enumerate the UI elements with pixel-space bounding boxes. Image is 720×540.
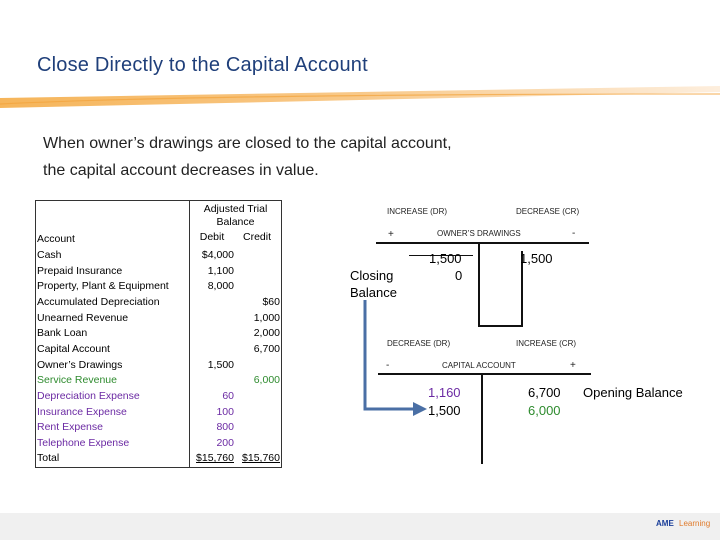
debit-header: Debit (199, 231, 225, 243)
total-credit: $15,760 (242, 452, 280, 464)
table-row-debit: 200 (216, 437, 234, 449)
table-row-credit: 1,000 (253, 312, 280, 324)
credit-header: Credit (242, 231, 271, 243)
table-row-credit: $60 (262, 296, 280, 308)
table-row-account: Unearned Revenue (37, 312, 129, 324)
table-row-account: Accumulated Depreciation (37, 296, 160, 308)
drawings-t-closing-line (478, 325, 523, 327)
opening-balance-label: Opening Balance (583, 385, 683, 400)
drawings-increase-label: INCREASE (DR) (387, 207, 448, 216)
capital-credit-1: 6,700 (528, 385, 561, 400)
drawings-credit-value: 1,500 (520, 251, 553, 266)
table-row-debit: 60 (222, 390, 234, 402)
drawings-account-title: OWNER’S DRAWINGS (437, 229, 521, 238)
drawings-t-top-line (376, 242, 589, 244)
tb-heading-line-2: Balance (216, 216, 255, 228)
table-row-credit: 6,000 (253, 374, 280, 386)
table-row-account: Capital Account (37, 343, 110, 355)
closing-arrow (355, 296, 435, 416)
capital-debit-1: 1,160 (428, 385, 461, 400)
tb-heading-line-1: Adjusted Trial (203, 203, 268, 215)
logo-subtext: Learning (679, 519, 711, 528)
drawings-debit-balance: 0 (455, 268, 463, 283)
capital-decrease-label: DECREASE (DR) (387, 339, 451, 348)
table-row-debit: $4,000 (201, 249, 234, 261)
table-row-account: Owner’s Drawings (37, 359, 123, 371)
slide-title: Close Directly to the Capital Account (37, 54, 368, 76)
closing-label-line-1: Closing (350, 268, 394, 283)
table-row-account: Telephone Expense (37, 437, 130, 449)
table-row-account: Property, Plant & Equipment (37, 280, 169, 292)
footer-bar (0, 513, 720, 540)
table-row-credit: 6,700 (253, 343, 280, 355)
capital-account-title: CAPITAL ACCOUNT (442, 361, 516, 370)
total-debit: $15,760 (196, 452, 234, 464)
table-row-debit: 800 (216, 421, 234, 433)
intro-line-2: the capital account decreases in value. (43, 162, 319, 179)
table-row-debit: 1,100 (207, 265, 234, 277)
capital-credit-2: 6,000 (528, 403, 561, 418)
table-row-debit: 100 (216, 406, 234, 418)
capital-minus-sign: - (386, 360, 390, 371)
table-row-account: Depreciation Expense (37, 390, 140, 402)
logo-mark: AME (656, 519, 674, 528)
intro-line-1: When owner’s drawings are closed to the capital account, (43, 135, 452, 152)
capital-plus-sign: + (570, 360, 576, 371)
table-row-debit: 8,000 (207, 280, 234, 292)
table-row-account: Service Revenue (37, 374, 117, 386)
table-row-account: Insurance Expense (37, 406, 127, 418)
total-row-label: Total (37, 452, 60, 464)
footer-logo (656, 519, 710, 528)
table-row-account: Prepaid Insurance (37, 265, 123, 277)
table-row-account: Cash (37, 249, 62, 261)
drawings-t-center-line (478, 244, 480, 326)
capital-t-center-line (481, 375, 483, 464)
table-row-credit: 2,000 (253, 327, 280, 339)
table-row-account: Bank Loan (37, 327, 88, 339)
capital-increase-label: INCREASE (CR) (516, 339, 577, 348)
trial-balance-table (35, 200, 282, 468)
table-row-debit: 1,500 (207, 359, 234, 371)
capital-debit-2: 1,500 (428, 403, 461, 418)
closing-label-line-2: Balance (350, 285, 397, 300)
intro-text (43, 130, 452, 184)
orange-swoosh-decoration (0, 84, 720, 124)
account-header: Account (37, 233, 75, 245)
drawings-decrease-label: DECREASE (CR) (516, 207, 580, 216)
drawings-plus-sign: + (388, 229, 394, 240)
table-row-account: Rent Expense (37, 421, 103, 433)
drawings-minus-sign: - (572, 228, 576, 239)
drawings-debit-value: 1,500 (429, 251, 462, 266)
